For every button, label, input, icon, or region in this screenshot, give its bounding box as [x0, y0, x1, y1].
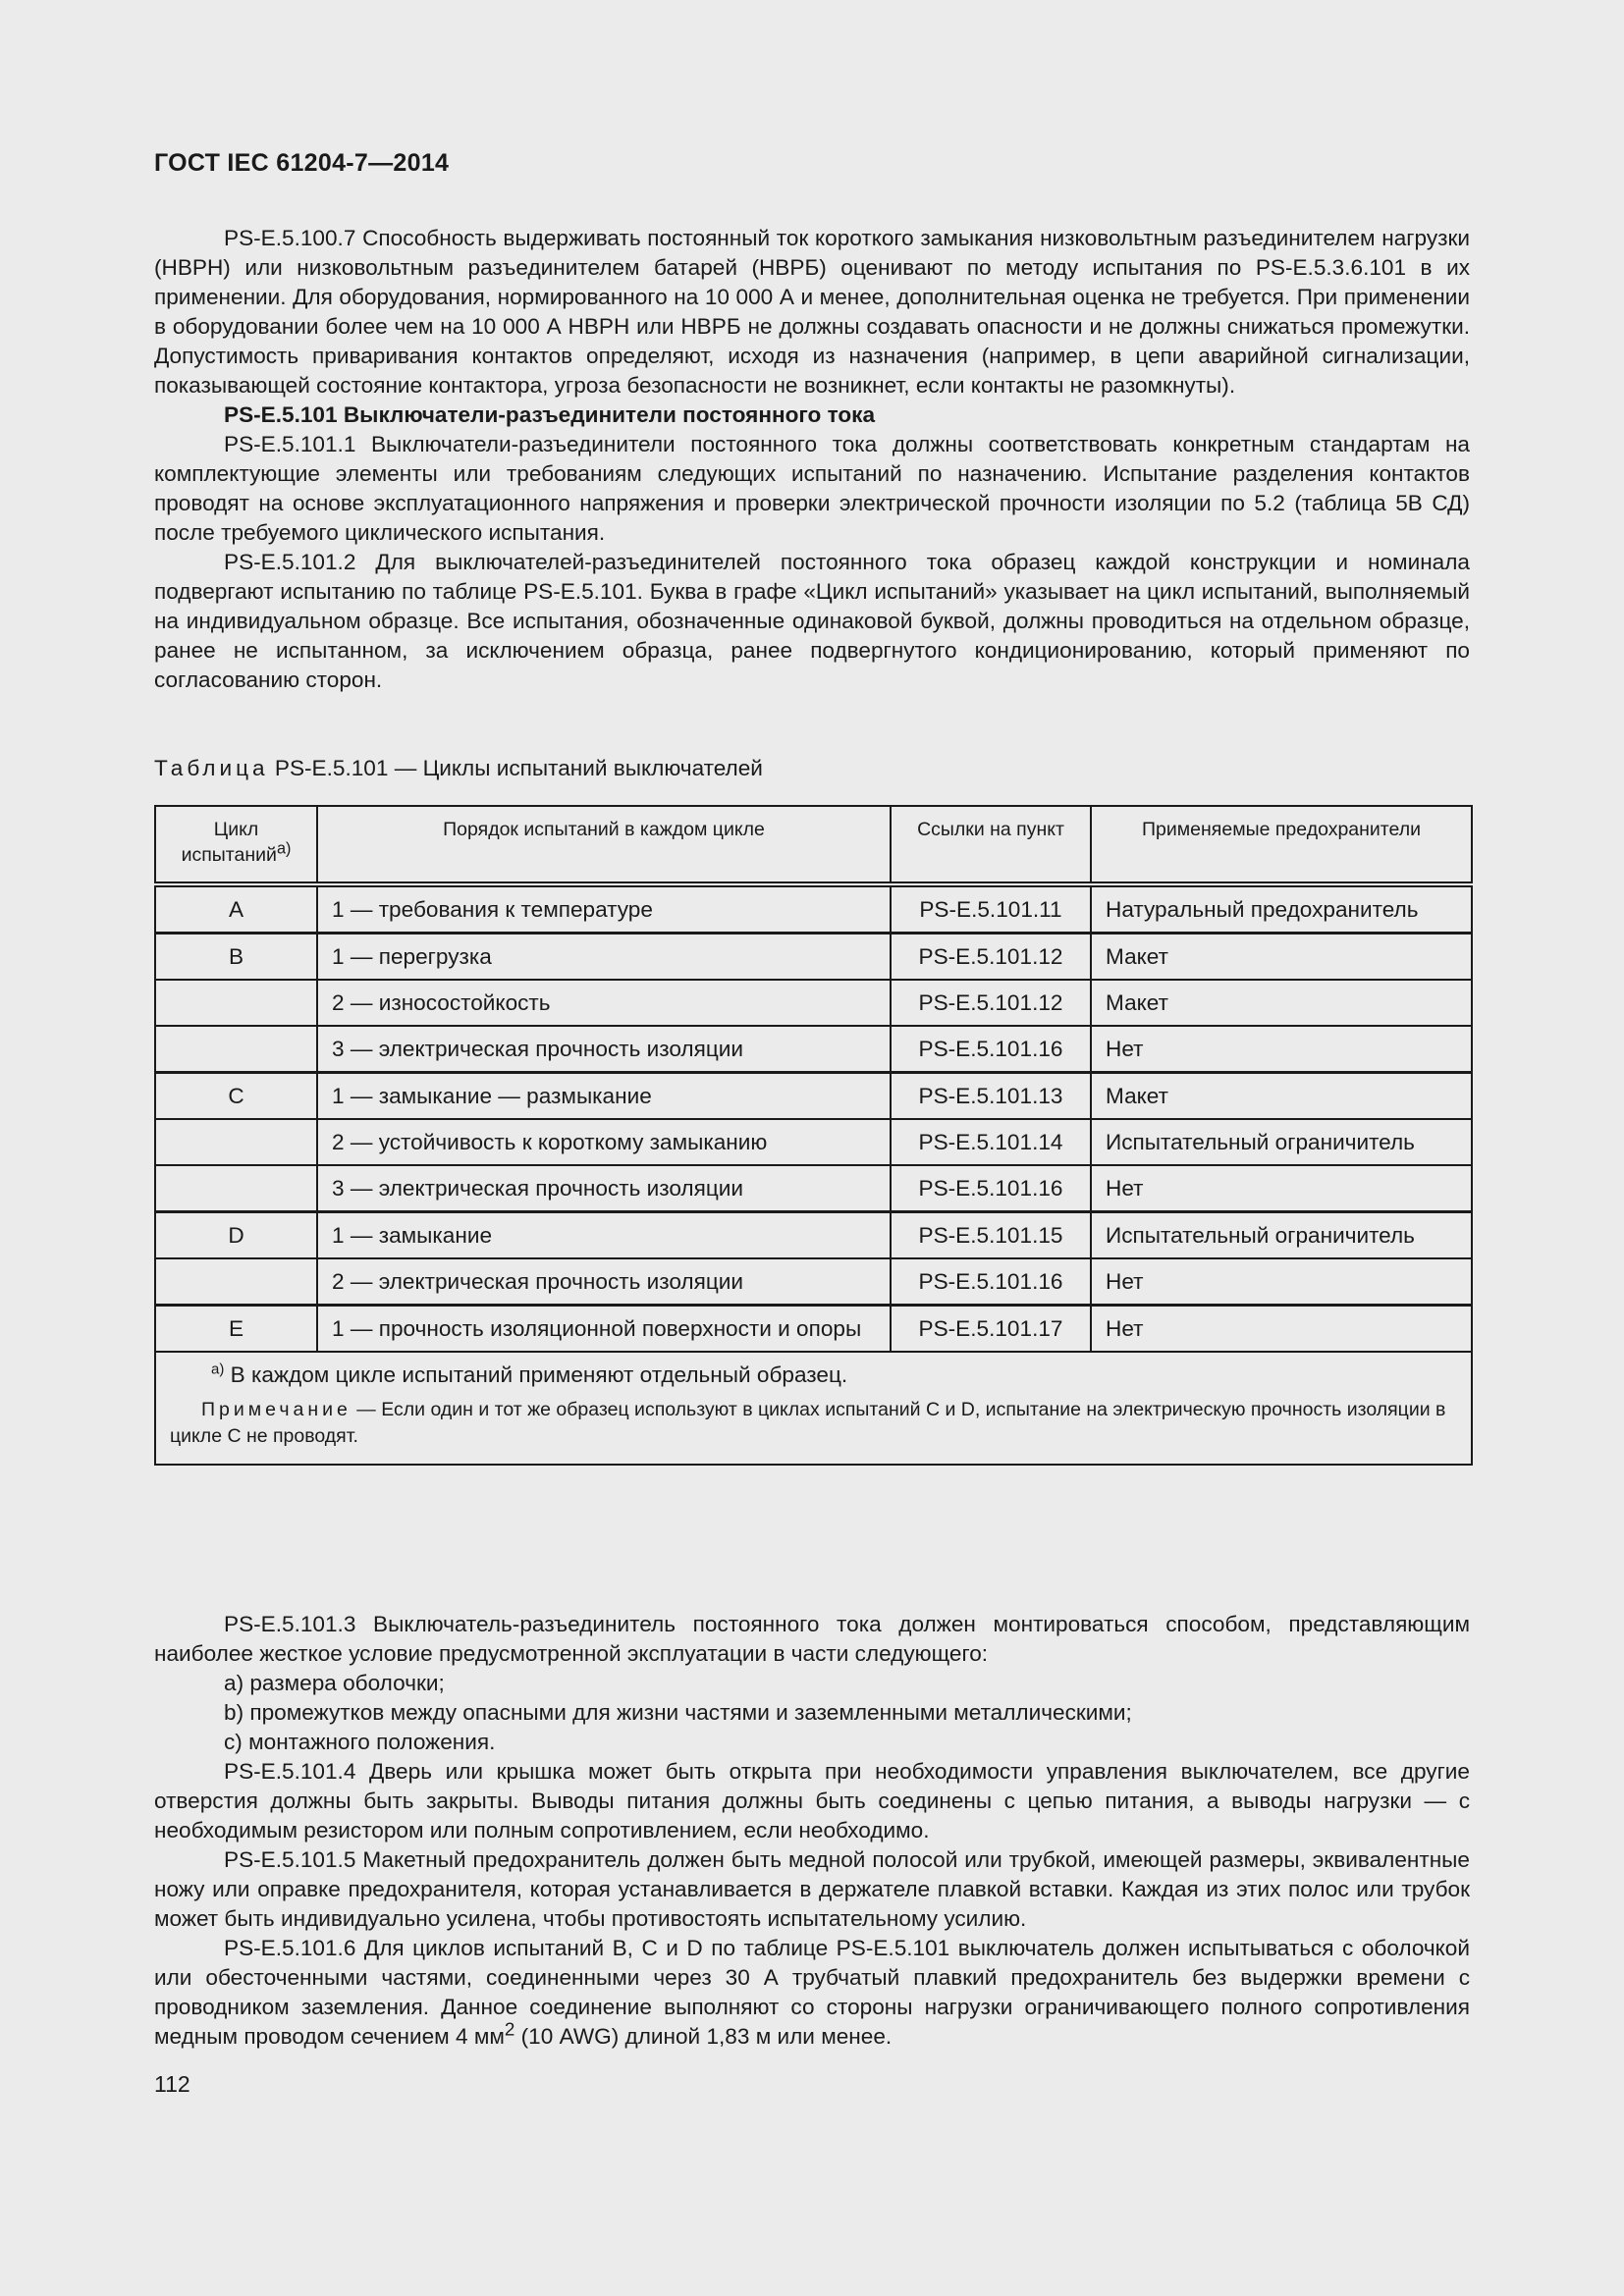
cell-ref: PS-E.5.101.15: [891, 1212, 1091, 1259]
cell-cycle: [155, 980, 317, 1026]
table-row: [155, 1073, 1472, 1120]
cell-fuse: Испытательный ограничитель: [1091, 1119, 1472, 1165]
table-caption-title: PS-E.5.101 — Циклы испытаний выключателей: [274, 756, 763, 780]
cell-test: 1 — прочность изоляционной поверхности и опоры: [317, 1306, 891, 1353]
table-note: Примечание — Если один и тот же образец используют в циклах испытаний C и D, испытание на электрическую прочность изоляции в цикле C не проводят.: [170, 1399, 1446, 1447]
table-row: [155, 980, 1472, 1026]
cell-test: 2 — электрическая прочность изоляции: [317, 1258, 891, 1306]
table-caption-word: Таблица: [154, 756, 269, 780]
cell-fuse: Нет: [1091, 1165, 1472, 1212]
paragraph-ps-e-5-101-1: PS-E.5.101.1 Выключатели-разъединители постоянного тока должны соответствовать конкретным стандартам на комплектующие элементы или требованиям следующих испытаний по назначению. Испытание разделения контактов проводят на основе эксплуатационного напряжения и проверки электрической прочности изоляции по 5.2 (таблица 5В СД) после требуемого циклического испытания.: [154, 432, 1470, 545]
cell-cycle: D: [155, 1212, 317, 1259]
table-row: [155, 1212, 1472, 1259]
table-row: [155, 1026, 1472, 1073]
cell-fuse: Нет: [1091, 1306, 1472, 1353]
cell-ref: PS-E.5.101.14: [891, 1119, 1091, 1165]
cell-fuse: Нет: [1091, 1026, 1472, 1073]
cell-test: 1 — замыкание: [317, 1212, 891, 1259]
paragraph-ps-e-5-100-7: PS-E.5.100.7 Способность выдерживать постоянный ток короткого замыкания низковольтным разъединителем нагрузки (НВРН) или низковольтным разъединителем батарей (НВРБ) оценивают по методу испытания по PS-E.5.3.6.101 в их применении. Для оборудования, нормированного на 10 000 А и менее, дополнительная оценка не требуется. При применении в оборудовании более чем на 10 000 А НВРН или НВРБ не должны создавать опасности и не должны снижаться промежутки. Допустимость приваривания контактов определяют, исходя из назначения (например, в цепи аварийной сигнализации, показывающей состояние контактора, угроза безопасности не возникнет, если контакты не разомкнуты).: [154, 226, 1470, 398]
paragraph-ps-e-5-101-5: PS-E.5.101.5 Макетный предохранитель должен быть медной полосой или трубкой, имеющей размеры, эквивалентные ножу или оправке предохранителя, которая устанавливается в держателе плавкой вставки. Каждая из этих полос или трубок может быть индивидуально усилена, чтобы противостоять испытательному усилию.: [154, 1847, 1470, 1931]
cell-cycle: A: [155, 884, 317, 934]
table-row: [155, 1258, 1472, 1306]
list-item: b) промежутков между опасными для жизни частями и заземленными металлическими;: [224, 1700, 1132, 1725]
paragraph-ps-e-5-101-4: PS-E.5.101.4 Дверь или крышка может быть открыта при необходимости управления выключателем, все другие отверстия должны быть закрыты. Выводы питания должны быть соединены с цепью питания, а выводы нагрузки — с необходимым резистором или полным сопротивлением, если необходимо.: [154, 1759, 1470, 1842]
cell-ref: PS-E.5.101.17: [891, 1306, 1091, 1353]
header-cycle: Цикл испытаний$^{а)}$: [155, 806, 317, 884]
cell-fuse: Натуральный предохранитель: [1091, 884, 1472, 934]
standard-header: ГОСТ IEC 61204-7—2014: [154, 149, 450, 177]
cell-fuse: Макет: [1091, 980, 1472, 1026]
cell-test: 3 — электрическая прочность изоляции: [317, 1026, 891, 1073]
cell-fuse: Испытательный ограничитель: [1091, 1212, 1472, 1259]
header-order: Порядок испытаний в каждом цикле: [317, 806, 891, 884]
table-row: [155, 1119, 1472, 1165]
table-row: [155, 884, 1472, 934]
cell-test: 1 — перегрузка: [317, 934, 891, 981]
cell-ref: PS-E.5.101.16: [891, 1026, 1091, 1073]
cell-test: 1 — замыкание — размыкание: [317, 1073, 891, 1120]
cell-ref: PS-E.5.101.13: [891, 1073, 1091, 1120]
cell-cycle: E: [155, 1306, 317, 1353]
section-bottom: [154, 1610, 1470, 2052]
cell-cycle: B: [155, 934, 317, 981]
cell-cycle: C: [155, 1073, 317, 1120]
cell-cycle: [155, 1026, 317, 1073]
cell-fuse: Макет: [1091, 1073, 1472, 1120]
paragraph-ps-e-5-101-3: PS-E.5.101.3 Выключатель-разъединитель постоянного тока должен монтироваться способом, представляющим наиболее жесткое условие предусмотренной эксплуатации в части следующего:: [154, 1612, 1470, 1666]
footnote-a: $^{а)}$ В каждом цикле испытаний применяют отдельный образец.: [211, 1361, 848, 1387]
cell-test: 2 — устойчивость к короткому замыканию: [317, 1119, 891, 1165]
cell-test: 1 — требования к температуре: [317, 884, 891, 934]
table-header-row: [155, 806, 1472, 884]
section-top: [154, 224, 1470, 695]
list-item: а) размера оболочки;: [224, 1671, 445, 1695]
test-cycles-table: [154, 805, 1473, 1466]
header-ref: Ссылки на пункт: [891, 806, 1091, 884]
cell-fuse: Макет: [1091, 934, 1472, 981]
table-footnotes: [155, 1352, 1472, 1465]
table-footer-row: [155, 1352, 1472, 1465]
cell-ref: PS-E.5.101.11: [891, 884, 1091, 934]
cell-ref: PS-E.5.101.12: [891, 980, 1091, 1026]
list-item: c) монтажного положения.: [224, 1730, 496, 1754]
cell-ref: PS-E.5.101.16: [891, 1165, 1091, 1212]
cell-ref: PS-E.5.101.16: [891, 1258, 1091, 1306]
section-heading-ps-e-5-101: PS-E.5.101 Выключатели-разъединители постоянного тока: [224, 402, 876, 427]
cell-cycle: [155, 1119, 317, 1165]
table-row: [155, 1306, 1472, 1353]
table-caption: [154, 756, 763, 781]
paragraph-ps-e-5-101-6: PS-E.5.101.6 Для циклов испытаний B, C и D по таблице PS-E.5.101 выключатель должен испытываться с оболочкой или обесточенными частями, соединенными через 30 А трубчатый плавкий предохранитель без выдержки времени с проводником заземления. Данное соединение выполняют со стороны нагрузки ограничивающего полного сопротивления медным проводом сечением 4 $мм^2$ (10 AWG) длиной 1,83 м или менее.: [154, 1936, 1470, 2049]
table-row: [155, 1165, 1472, 1212]
header-fuse: Применяемые предохранители: [1091, 806, 1472, 884]
paragraph-ps-e-5-101-2: PS-E.5.101.2 Для выключателей-разъединителей постоянного тока образец каждой конструкции и номинала подвергают испытанию по таблице PS-E.5.101. Буква в графе «Цикл испытаний» указывает на цикл испытаний, выполняемый на индивидуальном образце. Все испытания, обозначенные одинаковой буквой, должны проводиться на отдельном образце, ранее не испытанном, за исключением образца, ранее подвергнутого кондиционированию, который применяют по согласованию сторон.: [154, 550, 1470, 692]
cell-test: 3 — электрическая прочность изоляции: [317, 1165, 891, 1212]
cell-cycle: [155, 1165, 317, 1212]
cell-ref: PS-E.5.101.12: [891, 934, 1091, 981]
cell-test: 2 — износостойкость: [317, 980, 891, 1026]
cell-fuse: Нет: [1091, 1258, 1472, 1306]
table-row: [155, 934, 1472, 981]
cell-cycle: [155, 1258, 317, 1306]
page-number: 112: [154, 2071, 190, 2097]
